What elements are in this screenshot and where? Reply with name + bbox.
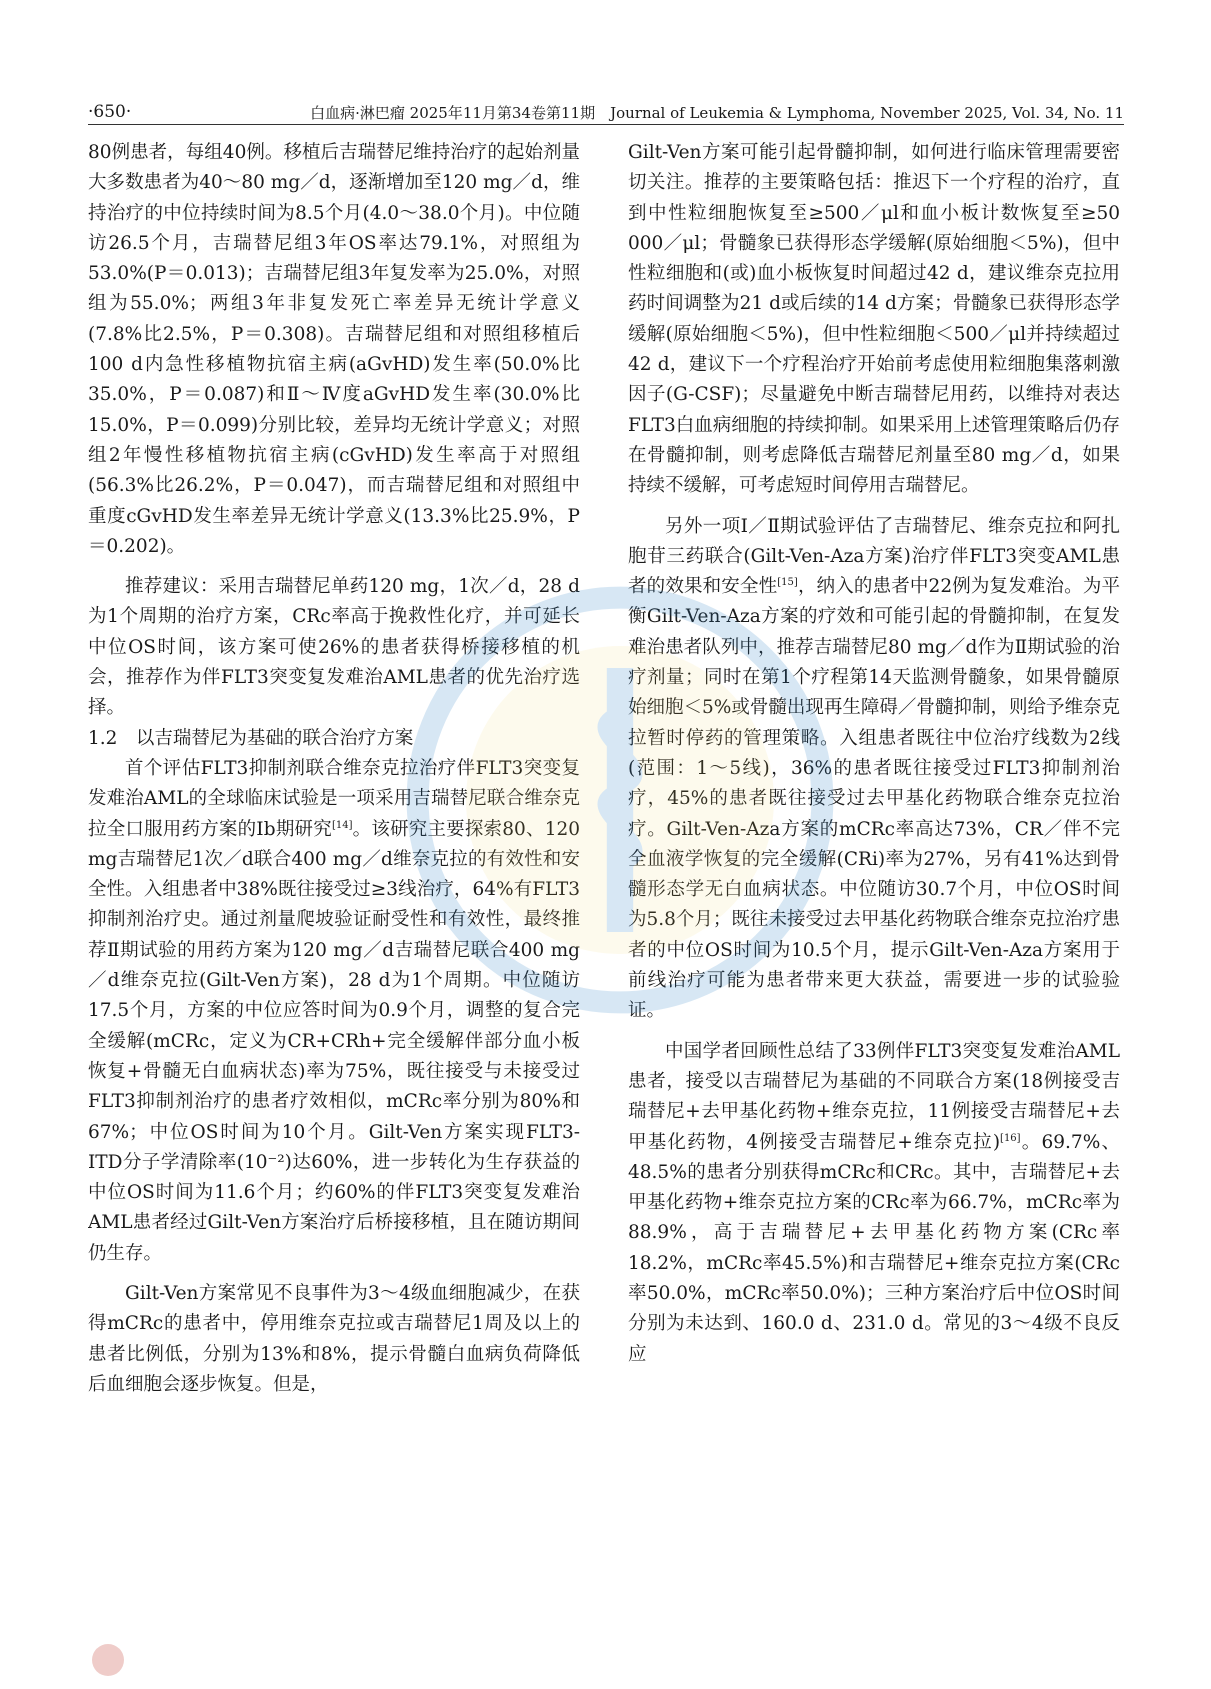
paragraph: 推荐建议：采用吉瑞替尼单药120 mg，1次／d，28 d为1个周期的治疗方案，CRc率高于挽救性化疗，并可延长中位OS时间，该方案可使26%的患者获得桥接移植的机会，推荐作为伴FLT3突变复发难治AML患者的优先治疗选择。 xyxy=(88,576,580,719)
paragraph: 另外一项Ⅰ／Ⅱ期试验评估了吉瑞替尼、维奈克拉和阿扎胞苷三药联合(Gilt-Ven-Aza方案)治疗伴FLT3突变AML患者的效果和安全性[15]，纳入的患者中22例为复发难治。为平衡Gilt-Ven-Aza方案的疗效和可能引起的骨髓抑制，在复发难治患者队列中，推荐吉瑞替尼80 mg／d作为Ⅱ期试验的治疗剂量；同时在第1个疗程第14天监测骨髓象，如果骨髓原始细胞＜5%或骨髓出现再生障碍／骨髓抑制，则给予维奈克拉暂时停药的管理策略。入组患者既往中位治疗线数为2线(范围：1～5线)，36%的患者既往接受过FLT3抑制剂治疗，45%的患者既往接受过去甲基化药物联合维奈克拉治疗。Gilt-Ven-Aza方案的mCRc率高达73%，CR／伴不完全血液学恢复的完全缓解(CRi)率为27%，另有41%达到骨髓形态学无白血病状态。中位随访30.7个月，中位OS时间为5.8个月；既往未接受过去甲基化药物联合维奈克拉治疗患者的中位OS时间为10.5个月，提示Gilt-Ven-Aza方案用于前线治疗可能为患者带来更大获益，需要进一步的试验验证。 xyxy=(628,515,1120,1022)
running-header xyxy=(88,100,1124,125)
right-column xyxy=(628,138,1120,1638)
left-column xyxy=(88,138,580,1638)
citation-ref[interactable]: [16] xyxy=(1000,1132,1021,1144)
paragraph: Gilt-Ven方案常见不良事件为3～4级血细胞减少，在获得mCRc的患者中，停用维奈克拉或吉瑞替尼1周及以上的患者比例低，分别为13%和8%，提示骨髓白血病负荷降低后血细胞会逐步恢复。但是， xyxy=(88,1282,580,1395)
citation-ref[interactable]: [14] xyxy=(331,819,353,831)
paragraph: 中国学者回顾性总结了33例伴FLT3突变复发难治AML患者，接受以吉瑞替尼为基础的不同联合方案(18例接受吉瑞替尼+去甲基化药物+维奈克拉，11例接受吉瑞替尼+去甲基化药物，4例接受吉瑞替尼+维奈克拉)[16]。69.7%、48.5%的患者分别获得mCRc和CRc。其中，吉瑞替尼+去甲基化药物+维奈克拉方案的CRc率为66.7%，mCRc率为88.9%，高于吉瑞替尼+去甲基化药物方案(CRc率18.2%，mCRc率45.5%)和吉瑞替尼+维奈克拉方案(CRc率50.0%，mCRc率50.0%)；三种方案治疗后中位OS时间分别为未达到、160.0 d、231.0 d。常见的3～4级不良反应 xyxy=(628,1040,1120,1365)
citation-ref[interactable]: [15] xyxy=(777,577,798,588)
section-heading: 1.2 以吉瑞替尼为基础的联合治疗方案 xyxy=(88,727,414,749)
paragraph: 首个评估FLT3抑制剂联合维奈克拉治疗伴FLT3突变复发难治AML的全球临床试验是一项采用吉瑞替尼联合维奈克拉全口服用药方案的Ⅰb期研究[14]。该研究主要探索80、120 mg吉瑞替尼1次／d联合400 mg／d维奈克拉的有效性和安全性。入组患者中38%既往接受过≥3线治疗，64%有FLT3抑制剂治疗史。通过剂量爬坡验证耐受性和有效性，最终推荐Ⅱ期试验的用药方案为120 mg／d吉瑞替尼联合400 mg／d维奈克拉(Gilt-Ven方案)，28 d为1个周期。中位随访17.5个月，方案的中位应答时间为0.9个月，调整的复合完全缓解(mCRc，定义为CR+CRh+完全缓解伴部分血小板恢复+骨髓无白血病状态)率为75%，既往接受与未接受过FLT3抑制剂治疗的患者疗效相似，mCRc率分别为80%和67%；中位OS时间为10个月。Gilt-Ven方案实现FLT3-ITD分子学清除率(10⁻²)达60%，进一步转化为生存获益的中位OS时间为11.6个月；约60%的伴FLT3突变复发难治AML患者经过Gilt-Ven方案治疗后桥接移植，且在随访期间仍生存。 xyxy=(88,757,580,1264)
publisher-logo xyxy=(88,1640,128,1680)
journal-citation: 白血病·淋巴瘤 2025年11月第34卷第11期 Journal of Leukemia & Lymphoma, November 2025, Vol. 34, No. 11 xyxy=(310,104,1124,122)
paragraph: Gilt-Ven方案可能引起骨髓抑制，如何进行临床管理需要密切关注。推荐的主要策略包括：推迟下一个疗程的治疗，直到中性粒细胞恢复至≥500／μl和血小板计数恢复至≥50 000／μl；骨髓象已获得形态学缓解(原始细胞＜5%)，但中性粒细胞和(或)血小板恢复时间超过42 d，建议维奈克拉用药时间调整为21 d或后续的14 d方案；骨髓象已获得形态学缓解(原始细胞＜5%)，但中性粒细胞＜500／μl并持续超过42 d，建议下一个疗程治疗开始前考虑使用粒细胞集落刺激因子(G-CSF)；尽量避免中断吉瑞替尼用药，以维持对表达FLT3白血病细胞的持续抑制。如果采用上述管理策略后仍存在骨髓抑制，则考虑降低吉瑞替尼剂量至80 mg／d，如果持续不缓解，可考虑短时间停用吉瑞替尼。 xyxy=(628,142,1120,497)
paragraph: 80例患者，每组40例。移植后吉瑞替尼维持治疗的起始剂量大多数患者为40～80 mg／d，逐渐增加至120 mg／d，维持治疗的中位持续时间为8.5个月(4.0～38.0个月)。中位随访26.5个月，吉瑞替尼组3年OS率达79.1%，对照组为53.0%(P＝0.013)；吉瑞替尼组3年复发率为25.0%，对照组为55.0%；两组3年非复发死亡率差异无统计学意义(7.8%比2.5%，P＝0.308)。吉瑞替尼组和对照组移植后100 d内急性移植物抗宿主病(aGvHD)发生率(50.0%比35.0%，P＝0.087)和Ⅱ～Ⅳ度aGvHD发生率(30.0%比15.0%，P＝0.099)分别比较，差异均无统计学意义；对照组2年慢性移植物抗宿主病(cGvHD)发生率高于对照组(56.3%比26.2%，P＝0.047)，而吉瑞替尼组和对照组中重度cGvHD发生率差异无统计学意义(13.3%比25.9%，P＝0.202)。 xyxy=(88,142,580,557)
page-number: ·650· xyxy=(88,102,132,122)
